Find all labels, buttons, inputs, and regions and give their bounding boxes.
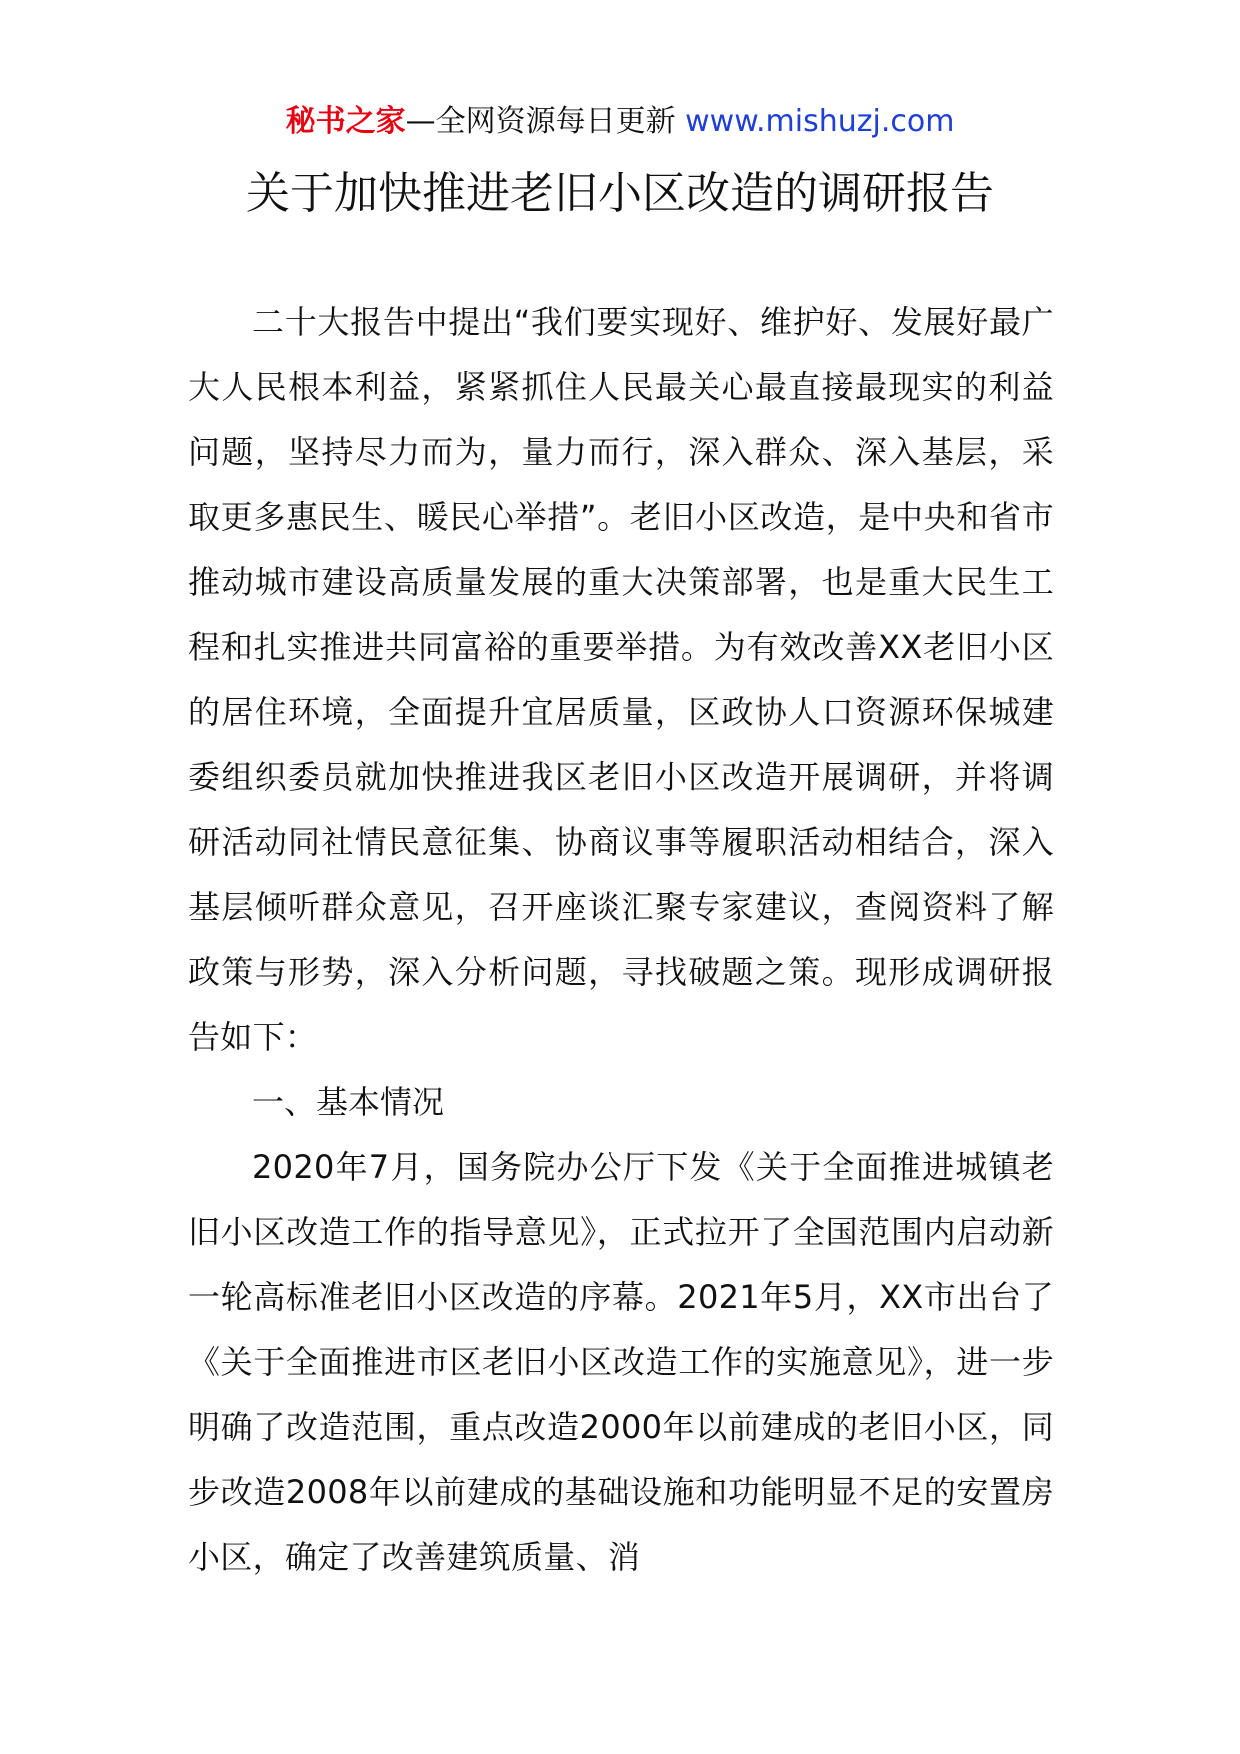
document-title: 关于加快推进老旧小区改造的调研报告 <box>246 168 994 219</box>
site-header <box>0 100 1240 144</box>
section-heading: 一、基本情况 <box>252 1083 445 1121</box>
site-url-link[interactable]: www.mishuzj.com <box>685 104 955 139</box>
section-paragraph: 2020年7月，国务院办公厅下发《关于全面推进城镇老旧小区改造工作的指导意见》，正式拉开了全国范围内启动新一轮高标准老旧小区改造的序幕。2021年5月，XX市出台了《关于全面推进市区老旧小区改造工作的实施意见》，进一步明确了改造范围，重点改造2000年以前建成的老旧小区，同步改造2008年以前建成的基础设施和功能明显不足的安置房小区，确定了改善建筑质量、消 <box>188 1148 1054 1576</box>
intro-paragraph: 二十大报告中提出“我们要实现好、维护好、发展好最广大人民根本利益，紧紧抓住人民最关心最直接最现实的利益问题，坚持尽力而为，量力而行，深入群众、深入基层，采取更多惠民生、暖民心举措”。老旧小区改造，是中央和省市推动城市建设高质量发展的重大决策部署，也是重大民生工程和扎实推进共同富裕的重要举措。为有效改善XX老旧小区的居住环境，全面提升宜居质量，区政协人口资源环保城建委组织委员就加快推进我区老旧小区改造开展调研，并将调研活动同社情民意征集、协商议事等履职活动相结合，深入基层倾听群众意见，召开座谈汇聚专家建议，查阅资料了解政策与形势，深入分析问题，寻找破题之策。现形成调研报告如下： <box>188 303 1054 1056</box>
brand-name: 秘书之家 <box>285 104 406 139</box>
document-body <box>188 290 1054 1590</box>
header-tagline: —全网资源每日更新 <box>405 104 676 139</box>
